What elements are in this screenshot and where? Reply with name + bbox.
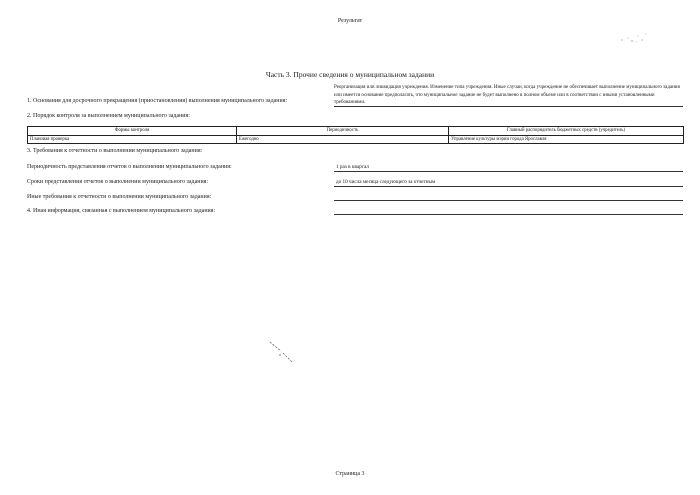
item1-underline — [334, 106, 683, 107]
column-header-periodicity: Периодичность — [237, 127, 449, 136]
other-info-label: 4. Иная информация, связанная с выполнением муниципального задания: — [27, 208, 216, 214]
scan-mark — [268, 340, 294, 366]
cell-periodicity: Ежегодно — [237, 135, 449, 144]
reporting-frequency-underline — [334, 171, 683, 172]
table-row — [28, 135, 684, 144]
table-header-row — [28, 127, 684, 136]
reporting-deadline-value: до 10 числа месяца следующего за отчетным — [336, 179, 436, 185]
part-title: Часть 3. Прочие сведения о муниципальном задании — [265, 70, 435, 79]
reporting-requirements-label: 3. Требования к отчетности о выполнении муниципального задания: — [27, 148, 203, 154]
scan-noise — [618, 28, 650, 46]
reporting-frequency-label: Периодичность представления отчетов о выполнении муниципального задания: — [27, 164, 232, 170]
column-header-founder: Главный распорядитель бюджетных средств (учредитель) — [449, 127, 684, 136]
other-reporting-underline — [334, 200, 683, 201]
page-number: Страница 3 — [335, 471, 365, 477]
control-table — [27, 126, 684, 144]
column-header-control-form: Формы контроля — [28, 127, 237, 136]
control-order-label: 2. Порядок контроля за выполнением муниципального задания: — [27, 113, 190, 119]
reporting-deadline-label: Сроки представления отчетов о выполнении муниципального задания: — [27, 179, 209, 185]
early-termination-label: 1. Основания для досрочного прекращения (приостановления) выполнения муниципального задания: — [27, 98, 288, 104]
other-reporting-label: Иные требования к отчетности о выполнении муниципального задания: — [27, 194, 212, 200]
early-termination-reasons: Реорганизация или ликвидация учреждения. Изменение типа учреждения. Иные случаи, когда учреждение не обеспечивает выполнение муниципального задания или имеется основание предполагать, что муниципальное задание не будет выполнено в полном объеме или в соответствии с иными установленными требованиями. — [334, 85, 680, 106]
cell-founder: Управление культуры мэрии города Ярославля — [449, 135, 684, 144]
reporting-frequency-value: 1 раз в квартал — [336, 164, 369, 170]
cell-control-form: Плановая проверка — [28, 135, 237, 144]
reporting-deadline-underline — [334, 186, 683, 187]
page-header-title: Результат — [337, 18, 363, 24]
other-info-underline — [334, 214, 683, 215]
